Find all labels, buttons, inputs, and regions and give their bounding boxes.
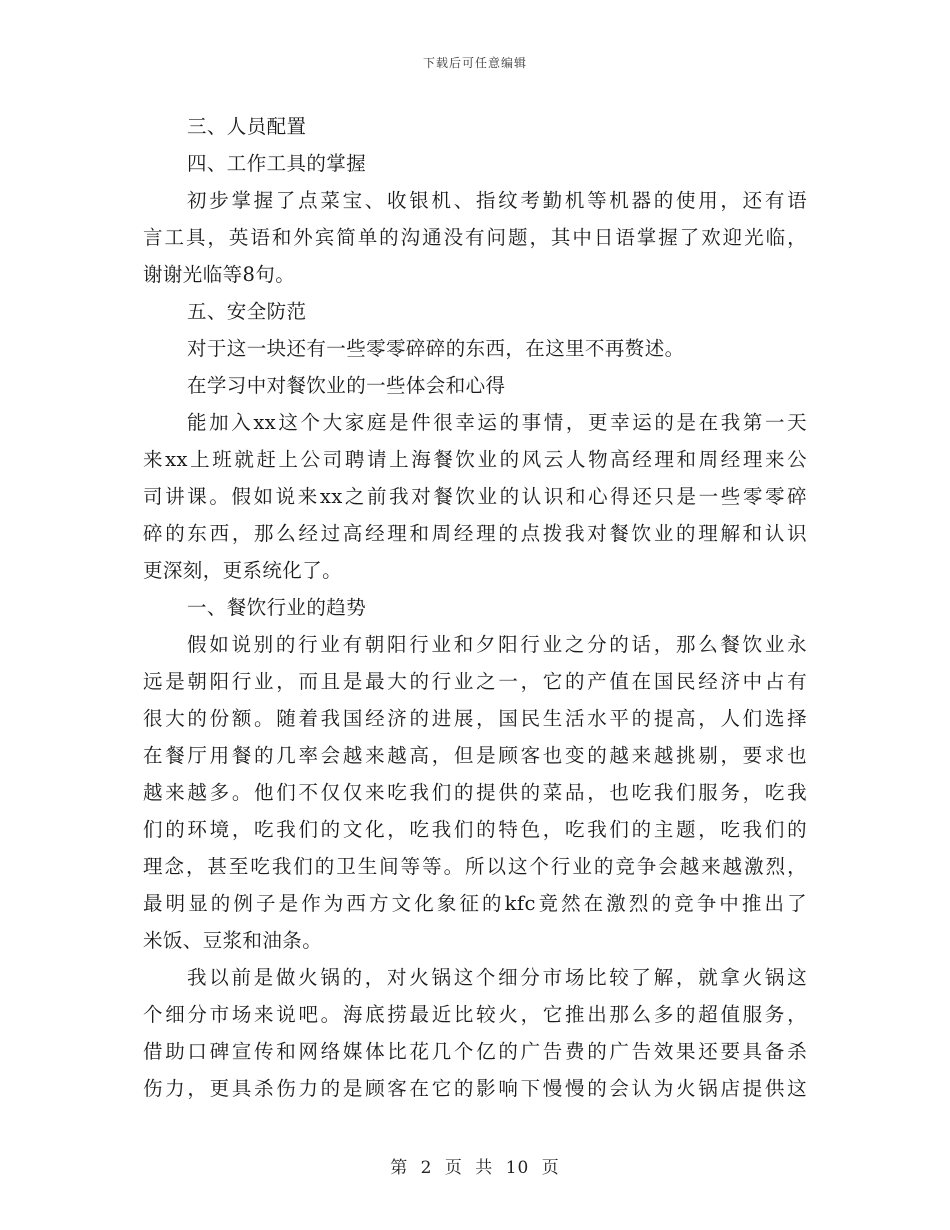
paragraph-line: 谢谢光临等8句。 xyxy=(143,263,296,286)
paragraph-line: 来xx上班就赶上公司聘请上海餐饮业的风云人物高经理和周经理来公 xyxy=(143,448,807,471)
paragraph-line: 碎的东西，那么经过高经理和周经理的点拨我对餐饮业的理解和认识 xyxy=(143,522,807,545)
page-number: 第 2 页 共 10 页 xyxy=(390,1158,560,1178)
paragraph-line: 越来越多。他们不仅仅来吃我们的提供的菜品，也吃我们服务，吃我 xyxy=(143,781,807,804)
paragraph-line: 言工具，英语和外宾简单的沟通没有问题，其中日语掌握了欢迎光临， xyxy=(143,226,807,249)
section-heading: 在学习中对餐饮业的一些体会和心得 xyxy=(187,374,506,397)
paragraph-line: 伤力，更具杀伤力的是顾客在它的影响下慢慢的会认为火锅店提供这 xyxy=(143,1077,807,1100)
paragraph-line: 能加入xx这个大家庭是件很幸运的事情，更幸运的是在我第一天 xyxy=(187,411,807,434)
section-heading: 五、安全防范 xyxy=(187,300,307,323)
paragraph-line: 借助口碑宣传和网络媒体比花几个亿的广告费的广告效果还要具备杀 xyxy=(143,1040,807,1063)
paragraph-line: 初步掌握了点菜宝、收银机、指纹考勤机等机器的使用，还有语 xyxy=(187,189,807,212)
paragraph-line: 在餐厅用餐的几率会越来越高，但是顾客也变的越来越挑剔，要求也 xyxy=(143,744,807,767)
page-header-note: 下载后可任意编辑 xyxy=(422,56,527,70)
paragraph-line: 理念，甚至吃我们的卫生间等等。所以这个行业的竞争会越来越激烈， xyxy=(143,855,807,878)
paragraph-line: 假如说别的行业有朝阳行业和夕阳行业之分的话，那么餐饮业永 xyxy=(187,633,807,656)
paragraph-line: 很大的份额。随着我国经济的进展，国民生活水平的提高，人们选择 xyxy=(143,707,807,730)
paragraph-line: 司讲课。假如说来xx之前我对餐饮业的认识和心得还只是一些零零碎 xyxy=(143,485,807,508)
paragraph-line: 米饭、豆浆和油条。 xyxy=(143,929,323,952)
document-body xyxy=(143,108,807,1107)
paragraph-line: 对于这一块还有一些零零碎碎的东西，在这里不再赘述。 xyxy=(187,337,685,360)
paragraph-line: 个细分市场来说吧。海底捞最近比较火，它推出那么多的超值服务， xyxy=(143,1003,807,1026)
section-heading: 四、工作工具的掌握 xyxy=(187,152,367,175)
section-heading: 一、餐饮行业的趋势 xyxy=(187,596,367,619)
paragraph-line: 远是朝阳行业，而且是最大的行业之一，它的产值在国民经济中占有 xyxy=(143,670,807,693)
paragraph-line: 们的环境，吃我们的文化，吃我们的特色，吃我们的主题，吃我们的 xyxy=(143,818,807,841)
paragraph-line: 最明显的例子是作为西方文化象征的kfc竟然在激烈的竞争中推出了 xyxy=(143,892,807,915)
section-heading: 三、人员配置 xyxy=(187,115,307,138)
paragraph-line: 更深刻，更系统化了。 xyxy=(143,559,343,582)
paragraph-line: 我以前是做火锅的，对火锅这个细分市场比较了解，就拿火锅这 xyxy=(187,966,807,989)
